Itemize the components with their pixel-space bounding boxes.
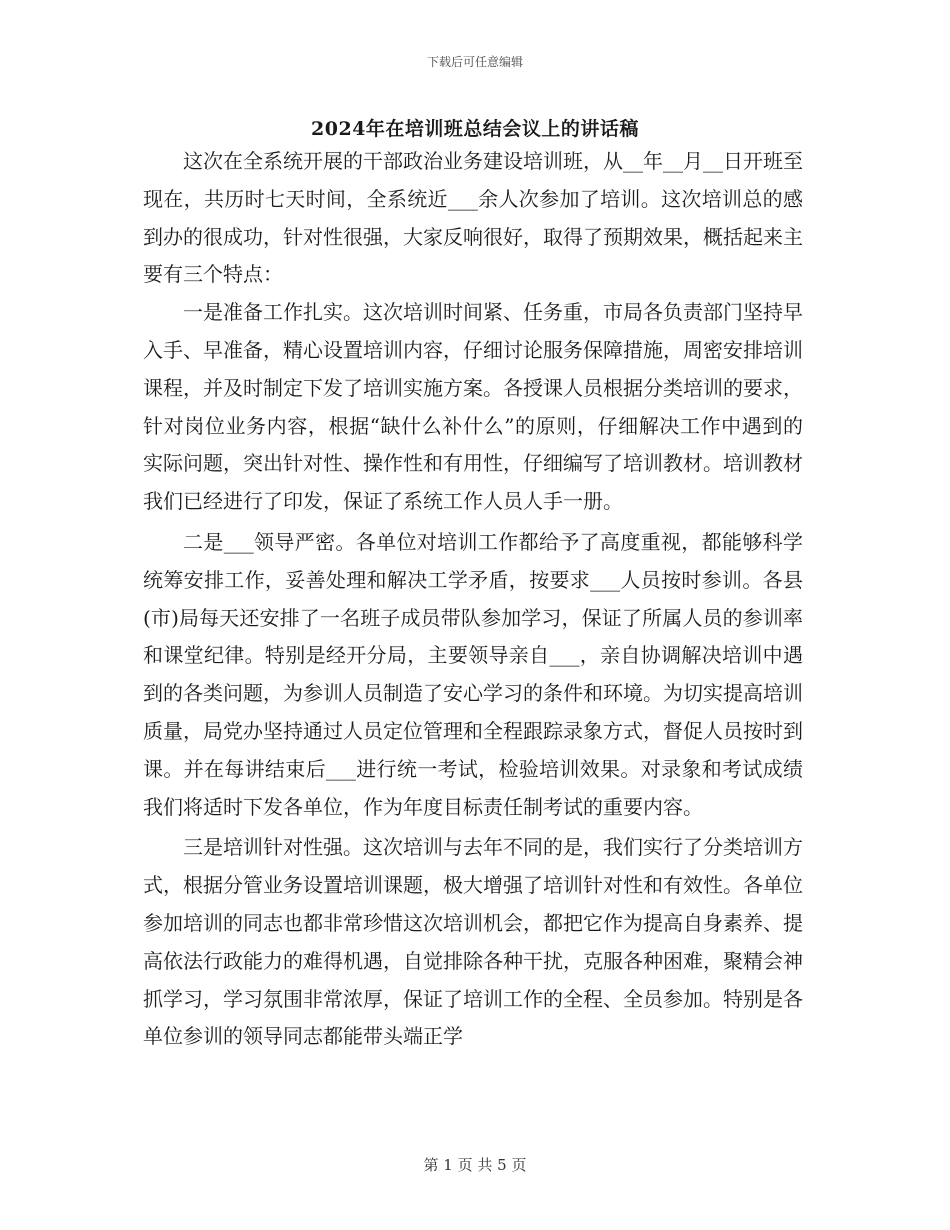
- paragraph-point-three: 三是培训针对性强。这次培训与去年不同的是，我们实行了分类培训方式，根据分管业务设置培训课题，极大增强了培训针对性和有效性。各单位参加培训的同志也都非常珍惜这次培训机会，都把它作为提高自身素养、提高依法行政能力的难得机遇，自觉排除各种干扰，克服各种困难，聚精会神抓学习，学习氛围非常浓厚，保证了培训工作的全程、全员参加。特别是各单位参训的领导同志都能带头端正学: [143, 835, 803, 1049]
- page-header-note: 下载后可任意编辑: [426, 55, 523, 69]
- document-title: 2024年在培训班总结会议上的讲话稿: [311, 118, 639, 140]
- paragraph-point-one: 一是准备工作扎实。这次培训时间紧、任务重，市局各负责部门坚持早入手、早准备，精心设置培训内容，仔细讨论服务保障措施，周密安排培训课程，并及时制定下发了培训实施方案。各授课人员根据分类培训的要求，针对岗位业务内容，根据“缺什么补什么”的原则，仔细解决工作中遇到的实际问题，突出针对性、操作性和有用性，仔细编写了培训教材。培训教材我们已经进行了印发，保证了系统工作人员人手一册。: [143, 300, 803, 514]
- page-number-footer: 第 1 页 共 5 页: [423, 1156, 527, 1174]
- document-body: [143, 143, 803, 1056]
- paragraph-intro: 这次在全系统开展的干部政治业务建设培训班，从__年__月__日开班至现在，共历时七天时间，全系统近___余人次参加了培训。这次培训总的感到办的很成功，针对性很强，大家反响很好，取得了预期效果，概括起来主要有三个特点：: [143, 149, 803, 287]
- paragraph-point-two: 二是___领导严密。各单位对培训工作都给予了高度重视，都能够科学统筹安排工作，妥善处理和解决工学矛盾，按要求___人员按时参训。各县(市)局每天还安排了一名班子成员带队参加学习，保证了所属人员的参训率和课堂纪律。特别是经开分局，主要领导亲自___，亲自协调解决培训中遇到的各类问题，为参训人员制造了安心学习的条件和环境。为切实提高培训质量，局党办坚持通过人员定位管理和全程跟踪录象方式，督促人员按时到课。并在每讲结束后___进行统一考试，检验培训效果。对录象和考试成绩我们将适时下发各单位，作为年度目标责任制考试的重要内容。: [143, 529, 803, 819]
